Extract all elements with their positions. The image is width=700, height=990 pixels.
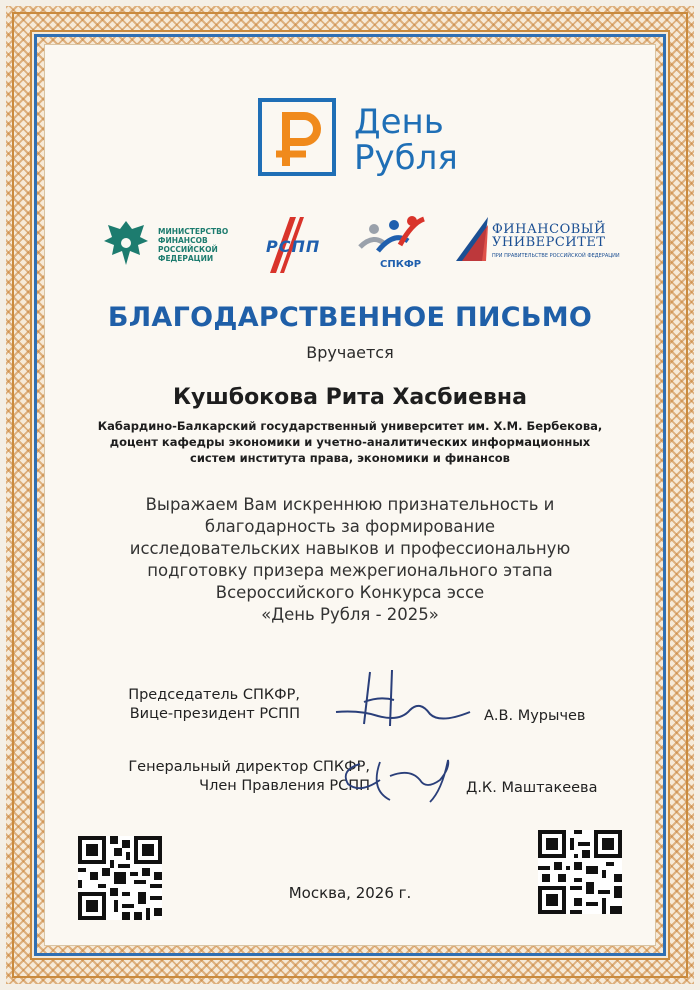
- signature-1: [330, 664, 480, 734]
- signer-2-name: Д.К. Маштакеева: [466, 780, 598, 796]
- logo-text: [354, 104, 458, 176]
- signer-1-role: Председатель СПКФР, Вице-президент РСПП: [128, 687, 300, 722]
- logo-line-2: Рубля: [354, 138, 458, 178]
- minfin-text: МИНИСТЕРСТВО ФИНАНСОВ РОССИЙСКОЙ ФЕДЕРАЦИИ: [158, 227, 229, 263]
- location-date: Москва, 2026 г.: [288, 884, 412, 902]
- rspp-logo: [260, 215, 330, 275]
- message-line: благодарность за формирование: [204, 517, 496, 536]
- financial-university-logo: [452, 215, 620, 275]
- qr-code-left-icon[interactable]: [78, 836, 162, 920]
- signer-1-name: А.В. Мурычев: [484, 708, 586, 724]
- logo-line-1: День: [354, 102, 444, 142]
- signer-2-role: Генеральный директор СПКФР, Член Правления РСПП: [128, 759, 370, 794]
- ruble-icon: [258, 98, 336, 176]
- message-line: подготовку призера межрегионального этапа: [147, 561, 553, 580]
- recipient-name: Кушбокова Рита Хасбиевна: [173, 385, 527, 410]
- message-line: Выражаем Вам искреннюю признательность и: [145, 495, 555, 514]
- message-line: исследовательских навыков и профессиональную: [129, 539, 571, 558]
- minfin-logo: [100, 215, 240, 275]
- message-line: Всероссийского Конкурса эссе: [215, 583, 485, 602]
- university-emblem-icon: [452, 215, 492, 263]
- double-eagle-icon: [100, 215, 152, 271]
- spkfr-logo: [356, 215, 436, 277]
- fu-title: ФИНАНСОВЫЙ УНИВЕРСИТЕТ: [492, 222, 606, 250]
- affiliation-line: систем института права, экономики и финансов: [190, 451, 510, 465]
- message-line: «День Рубля - 2025»: [261, 605, 439, 624]
- rspp-text: РСПП: [266, 237, 321, 256]
- people-figures-icon: [356, 215, 426, 259]
- den-rublya-logo: [258, 98, 468, 178]
- presented-label: Вручается: [306, 343, 394, 362]
- spkfr-text: СПКФР: [380, 259, 422, 270]
- affiliation-line: Кабардино-Балкарский государственный университет им. Х.М. Бербекова,: [97, 419, 603, 433]
- partner-logos: [100, 215, 620, 280]
- recipient-affiliation: [80, 418, 620, 466]
- signature-2: [330, 750, 480, 810]
- fu-subtitle: ПРИ ПРАВИТЕЛЬСТВЕ РОССИЙСКОЙ ФЕДЕРАЦИИ: [492, 253, 620, 259]
- certificate-title: БЛАГОДАРСТВЕННОЕ ПИСЬМО: [107, 302, 593, 333]
- gratitude-message: [70, 494, 630, 626]
- affiliation-line: доцент кафедры экономики и учетно-аналитических информационных: [109, 435, 591, 449]
